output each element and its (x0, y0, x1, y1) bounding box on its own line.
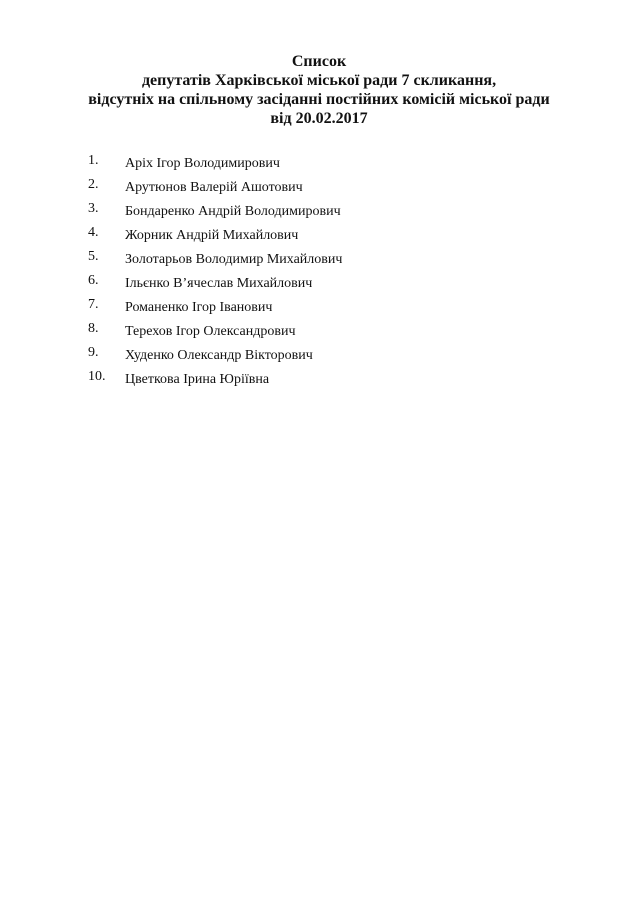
list-item-number: 4. (88, 225, 99, 240)
list-item (88, 296, 342, 320)
list-item-name: Арутюнов Валерій Ашотович (125, 180, 303, 195)
list-item (88, 176, 342, 200)
document-heading (0, 52, 638, 128)
list-item (88, 272, 342, 296)
list-item (88, 344, 342, 368)
heading-title: Список (291, 53, 347, 70)
deputies-list (88, 152, 342, 392)
list-item-number: 2. (88, 177, 99, 192)
list-item-name: Романенко Ігор Іванович (125, 300, 273, 315)
heading-subtitle-council: депутатів Харківської міської ради 7 скликання, (141, 72, 497, 89)
heading-subtitle-meeting: відсутніх на спільному засіданні постійних комісій міської ради (88, 91, 550, 108)
list-item-name: Жорник Андрій Михайлович (125, 228, 299, 243)
list-item (88, 368, 342, 392)
list-item (88, 152, 342, 176)
list-item-number: 9. (88, 345, 99, 360)
list-item-name: Худенко Олександр Вікторович (125, 348, 313, 363)
list-item-name: Цветкова Ірина Юріївна (125, 372, 270, 387)
list-item-number: 10. (88, 369, 106, 384)
list-item-number: 7. (88, 297, 99, 312)
list-item-name: Бондаренко Андрій Володимирович (125, 204, 341, 219)
list-item-name: Терехов Ігор Олександрович (125, 324, 296, 339)
list-item (88, 248, 342, 272)
heading-date: від 20.02.2017 (270, 110, 368, 127)
list-item-number: 3. (88, 201, 99, 216)
list-item-number: 6. (88, 273, 99, 288)
list-item-number: 5. (88, 249, 99, 264)
list-item (88, 200, 342, 224)
list-item (88, 224, 342, 248)
list-item-name: Золотарьов Володимир Михайлович (125, 252, 343, 267)
list-item-number: 8. (88, 321, 99, 336)
list-item (88, 320, 342, 344)
list-item-number: 1. (88, 153, 99, 168)
list-item-name: Ільєнко В’ячеслав Михайлович (125, 276, 313, 291)
list-item-name: Аріх Ігор Володимирович (125, 156, 280, 171)
